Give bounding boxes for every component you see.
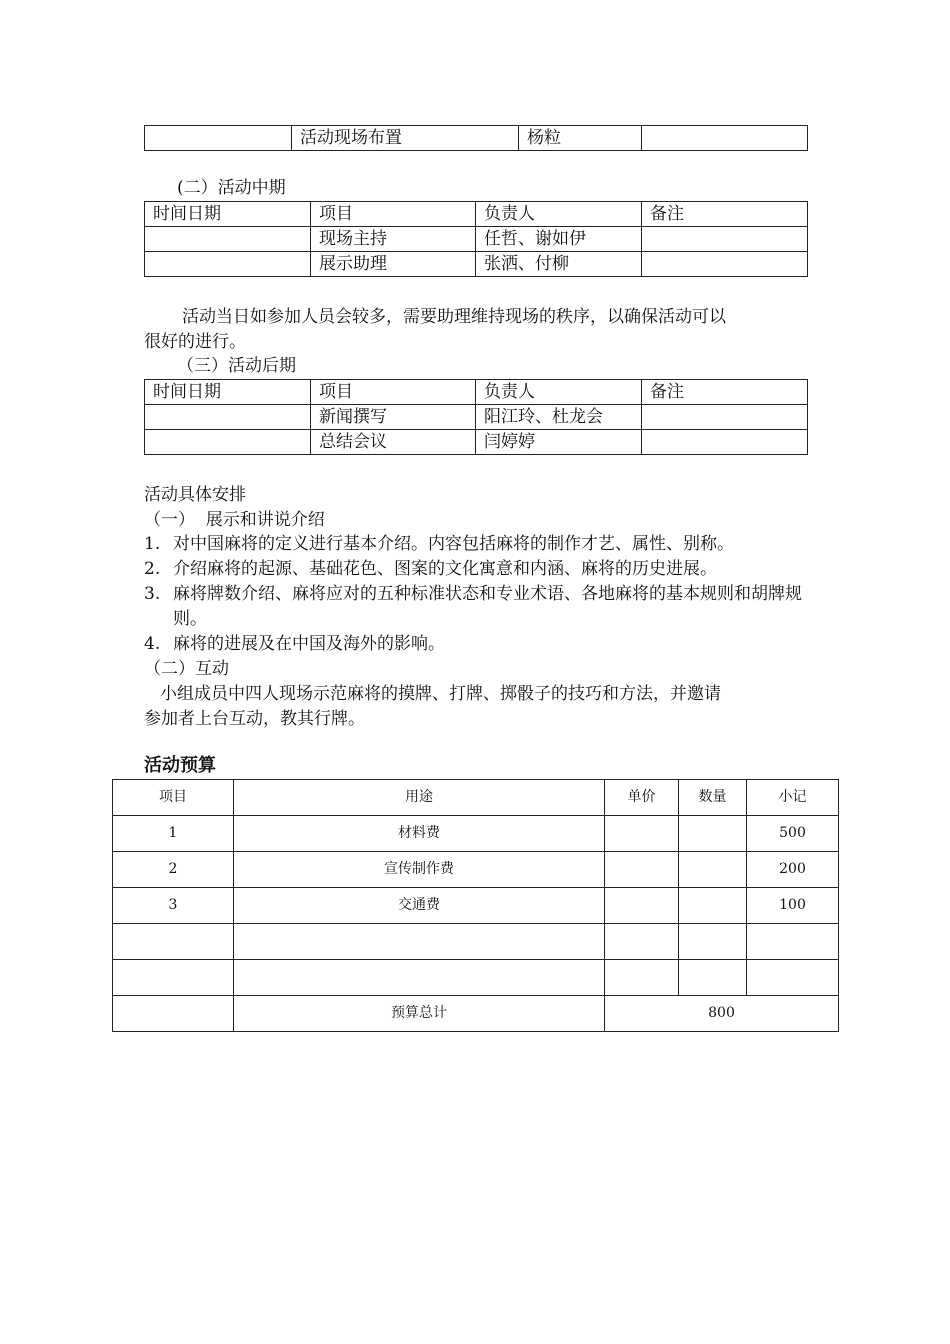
mid-period-heading: (二）活动中期 xyxy=(177,178,286,198)
table-header-row xyxy=(145,202,808,227)
table-cell: 新闻撰写 xyxy=(311,405,476,430)
table-cell: 1 xyxy=(113,816,234,852)
table-cell: 交通费 xyxy=(234,888,605,924)
table-cell xyxy=(642,126,808,151)
table-row xyxy=(145,227,808,252)
late-period-heading: （三）活动后期 xyxy=(177,356,296,376)
list-number: 3. xyxy=(144,584,161,604)
table-cell: 2 xyxy=(113,852,234,888)
column-header: 备注 xyxy=(642,202,808,227)
table-row xyxy=(113,816,839,852)
table-cell: 总结会议 xyxy=(311,430,476,455)
table-cell xyxy=(113,960,234,996)
table-cell xyxy=(679,924,747,960)
list-item xyxy=(144,632,814,657)
budget-total-label: 预算总计 xyxy=(234,996,605,1032)
table-cell xyxy=(605,924,679,960)
table-cell: 3 xyxy=(113,888,234,924)
column-header: 项目 xyxy=(311,380,476,405)
table-cell xyxy=(605,816,679,852)
table-cell xyxy=(642,227,808,252)
table-row xyxy=(113,852,839,888)
mid-period-table xyxy=(144,201,808,277)
budget-total-row xyxy=(113,996,839,1032)
table-row xyxy=(145,430,808,455)
table-row xyxy=(145,252,808,277)
column-header: 项目 xyxy=(311,202,476,227)
column-header: 时间日期 xyxy=(145,202,311,227)
list-number: 1. xyxy=(144,534,161,554)
column-header: 数量 xyxy=(679,780,747,816)
budget-total-value: 800 xyxy=(605,996,839,1032)
list-text: 对中国麻将的定义进行基本介绍。内容包括麻将的制作才艺、属性、别称。 xyxy=(173,534,734,554)
table-cell: 200 xyxy=(747,852,839,888)
budget-table xyxy=(112,779,839,1032)
table-cell: 宣传制作费 xyxy=(234,852,605,888)
table-cell xyxy=(234,960,605,996)
interaction-paragraph-line: 参加者上台互动，教其行牌。 xyxy=(144,709,365,729)
table-cell: 500 xyxy=(747,816,839,852)
list-text: 介绍麻将的起源、基础花色、图案的文化寓意和内涵、麻将的历史进展。 xyxy=(173,559,717,579)
table-cell: 100 xyxy=(747,888,839,924)
column-header: 单价 xyxy=(605,780,679,816)
table-cell xyxy=(642,405,808,430)
interaction-paragraph-line: 小组成员中四人现场示范麻将的摸牌、打牌、掷骰子的技巧和方法，并邀请 xyxy=(160,684,721,704)
table-cell xyxy=(605,960,679,996)
late-period-table xyxy=(144,379,808,455)
table-cell xyxy=(113,996,234,1032)
column-header: 时间日期 xyxy=(145,380,311,405)
table-cell xyxy=(145,126,292,151)
table-cell xyxy=(747,924,839,960)
table-cell xyxy=(679,816,747,852)
table-header-row xyxy=(113,780,839,816)
note-paragraph-line: 很好的进行。 xyxy=(144,332,246,352)
table-cell: 闫婷婷 xyxy=(476,430,642,455)
table-cell xyxy=(605,852,679,888)
table-row xyxy=(145,405,808,430)
table-row xyxy=(145,126,808,151)
table-cell: 现场主持 xyxy=(311,227,476,252)
section-heading: （二）互动 xyxy=(144,659,229,679)
setup-table xyxy=(144,125,808,151)
table-cell xyxy=(679,888,747,924)
table-cell xyxy=(679,852,747,888)
list-text: 麻将的进展及在中国及海外的影响。 xyxy=(173,634,445,654)
table-cell xyxy=(747,960,839,996)
column-header: 项目 xyxy=(113,780,234,816)
table-cell: 展示助理 xyxy=(311,252,476,277)
table-cell xyxy=(679,960,747,996)
table-row xyxy=(113,924,839,960)
budget-title: 活动预算 xyxy=(144,755,216,776)
arrangement-title: 活动具体安排 xyxy=(144,485,246,505)
table-cell: 材料费 xyxy=(234,816,605,852)
list-number: 4. xyxy=(144,634,161,654)
table-cell: 阳江玲、杜龙会 xyxy=(476,405,642,430)
table-cell: 杨粒 xyxy=(519,126,642,151)
note-paragraph-line: 活动当日如参加人员会较多，需要助理维持现场的秩序，以确保活动可以 xyxy=(182,307,726,327)
table-cell: 活动现场布置 xyxy=(292,126,519,151)
table-header-row xyxy=(145,380,808,405)
column-header: 负责人 xyxy=(476,380,642,405)
list-item xyxy=(144,532,814,557)
list-number: 2. xyxy=(144,559,161,579)
list-text: 麻将牌数介绍、麻将应对的五种标准状态和专业术语、各地麻将的基本规则和胡牌规则。 xyxy=(173,584,802,629)
column-header: 备注 xyxy=(642,380,808,405)
table-cell xyxy=(145,430,311,455)
table-cell: 张洒、付柳 xyxy=(476,252,642,277)
table-cell xyxy=(113,924,234,960)
table-cell xyxy=(605,888,679,924)
section-heading: （一） 展示和讲说介绍 xyxy=(144,510,325,530)
table-cell xyxy=(145,252,311,277)
column-header: 小记 xyxy=(747,780,839,816)
list-item xyxy=(144,582,814,632)
column-header: 负责人 xyxy=(476,202,642,227)
column-header: 用途 xyxy=(234,780,605,816)
table-row xyxy=(113,888,839,924)
table-cell: 任哲、谢如伊 xyxy=(476,227,642,252)
table-row xyxy=(113,960,839,996)
table-cell xyxy=(145,227,311,252)
table-cell xyxy=(234,924,605,960)
table-cell xyxy=(642,430,808,455)
table-cell xyxy=(642,252,808,277)
list-item xyxy=(144,557,814,582)
table-cell xyxy=(145,405,311,430)
